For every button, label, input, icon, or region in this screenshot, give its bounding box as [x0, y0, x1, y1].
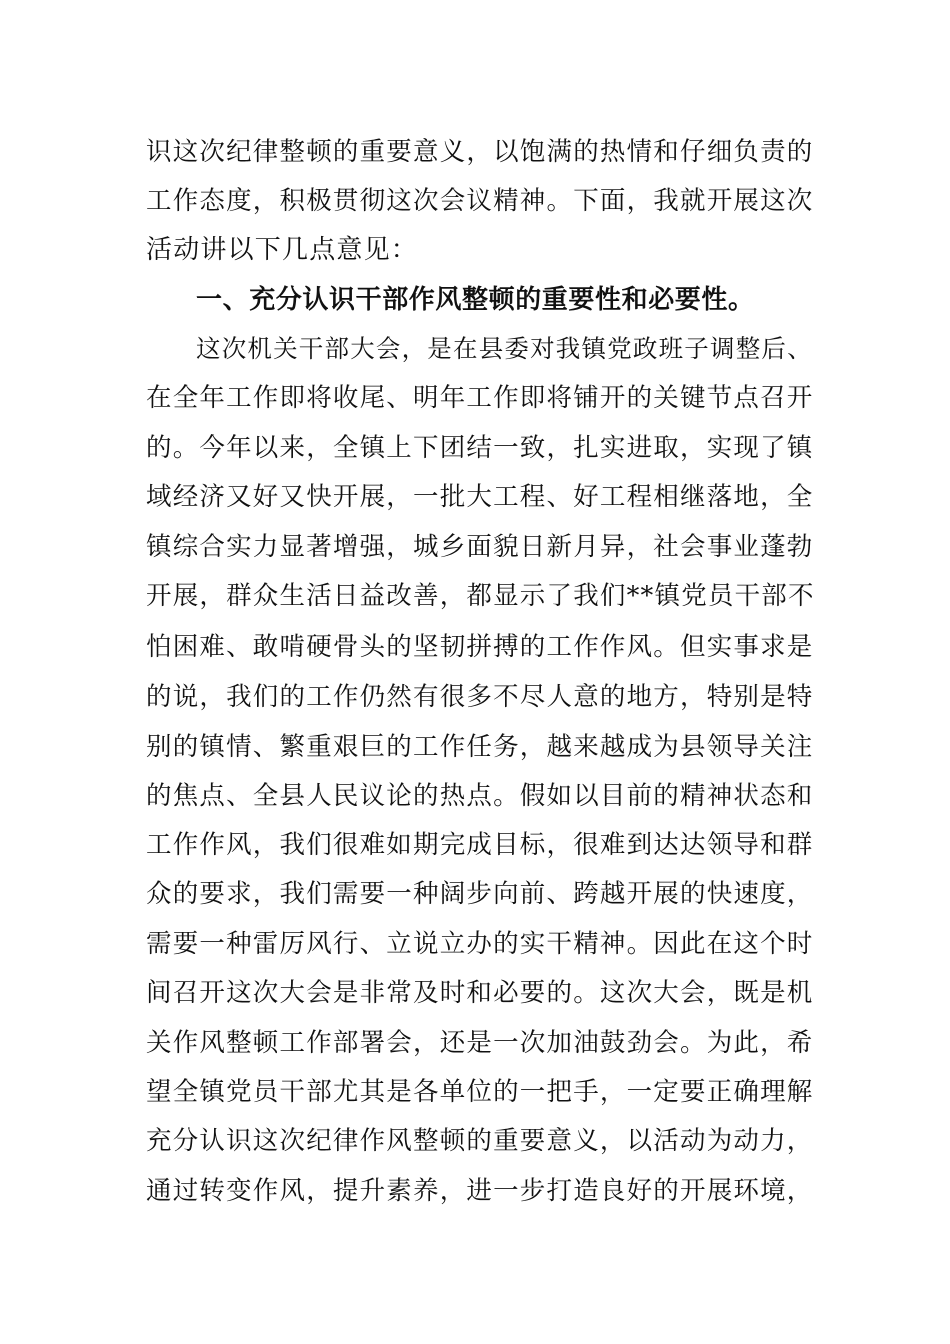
- body-text-line: 间召开这次大会是非常及时和必要的。这次大会，既是机: [146, 978, 814, 1008]
- body-text-line: 的说，我们的工作仍然有很多不尽人意的地方，特别是特: [146, 682, 814, 712]
- body-text-line: 别的镇情、繁重艰巨的工作任务，越来越成为县领导关注: [146, 732, 814, 762]
- body-text-line: 识这次纪律整顿的重要意义，以饱满的热情和仔细负责的: [146, 137, 814, 167]
- paragraph-first-line: 这次机关干部大会，是在县委对我镇党政班子调整后、: [196, 334, 813, 363]
- body-text-line: 开展，群众生活日益改善，都显示了我们**镇党员干部不: [146, 581, 815, 611]
- body-text-line: 望全镇党员干部尤其是各单位的一把手，一定要正确理解: [146, 1077, 814, 1107]
- body-text-line: 需要一种雷厉风行、立说立办的实干精神。因此在这个时: [146, 929, 814, 959]
- body-text-line: 工作态度，积极贯彻这次会议精神。下面，我就开展这次: [146, 186, 814, 216]
- body-text-line: 通过转变作风，提升素养，进一步打造良好的开展环境，: [146, 1176, 814, 1206]
- body-text-line: 在全年工作即将收尾、明年工作即将铺开的关键节点召开: [146, 383, 814, 413]
- body-text-line: 怕困难、敢啃硬骨头的坚韧拼搏的工作作风。但实事求是: [146, 632, 814, 662]
- body-text-line: 的。今年以来，全镇上下团结一致，扎实进取，实现了镇: [146, 433, 814, 463]
- section-heading: 一、充分认识干部作风整顿的重要性和必要性。: [196, 285, 755, 315]
- body-text-line: 工作作风，我们很难如期完成目标，很难到达达领导和群: [146, 830, 814, 860]
- body-text-line: 活动讲以下几点意见：: [146, 235, 419, 265]
- body-text-line: 关作风整顿工作部署会，还是一次加油鼓劲会。为此，希: [146, 1028, 814, 1058]
- body-text-line: 充分认识这次纪律作风整顿的重要意义，以活动为动力，: [146, 1126, 814, 1156]
- body-text-line: 域经济又好又快开展，一批大工程、好工程相继落地，全: [146, 482, 814, 512]
- body-text-line: 众的要求，我们需要一种阔步向前、跨越开展的快速度，: [146, 879, 814, 909]
- body-text-line: 镇综合实力显著增强，城乡面貌日新月异，社会事业蓬勃: [146, 532, 814, 562]
- body-text-line: 的焦点、全县人民议论的热点。假如以目前的精神状态和: [146, 781, 814, 811]
